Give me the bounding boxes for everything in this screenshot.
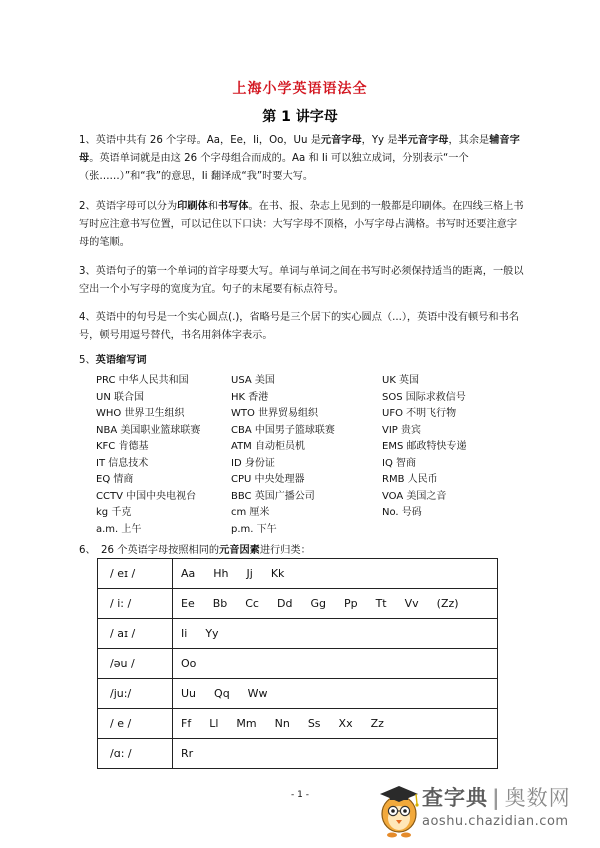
abbr-item: PRC 中华人民共和国 [96,375,189,386]
letter-pair: Gg [310,597,326,610]
letter-pair: Mm [236,717,257,730]
abbr-row [96,388,536,405]
abbr-item: USA 美国 [231,375,275,386]
p2-bold-1: 印刷体 [177,201,208,212]
letter-pair: Ww [247,687,268,700]
letter-pair: (Zz) [436,597,459,610]
abbr-item: WHO 世界卫生组织 [96,408,185,419]
vowel-sound: / i: / [98,589,173,619]
letter-pair: Hh [213,567,229,580]
vowel-letters [173,619,498,649]
letter-pair: Tt [375,597,387,610]
abbr-row [96,503,536,520]
vowel-sound: / e / [98,709,173,739]
letter-pair: Kk [270,567,285,580]
p1-text-2: ，Yy 是 [361,135,398,146]
abbr-item: EQ 情商 [96,474,134,485]
abbr-item: UN 联合国 [96,391,144,403]
abbr-item: WTO 世界贸易组织 [231,408,319,419]
p1-bold-2: 半元音字母 [397,135,449,146]
letter-pair: Jj [246,567,253,580]
abbr-item: SOS 国际求救信号 [382,391,466,403]
abbr-item: CPU 中央处理器 [231,474,305,485]
vowel-sound: /ju:/ [98,679,173,709]
vowel-row [98,619,498,649]
abbr-item: CCTV 中国中央电视台 [96,490,197,502]
abbr-row [96,421,536,438]
page-number: - 1 - [291,790,309,800]
abbr-item: NBA 美国职业篮球联赛 [96,424,201,436]
vowel-letters [173,679,498,709]
paragraph-3: 3、英语句子的第一个单词的首字母要大写。单词与单词之间在书写时必须保持适当的距离，一般以空出一个小写字母的宽度为宜。句子的末尾要有标点符号。 [79,266,524,295]
vowel-sound: / eɪ / [98,559,173,589]
p6-text-1: 26 个英语字母按照相同的 [101,545,220,556]
letter-pair: Ff [181,717,192,730]
watermark-brand [422,782,571,812]
abbr-item: CBA 中国男子篮球联赛 [231,424,335,436]
abbr-item: UK 英国 [382,375,420,386]
watermark-url: aoshu.chazidian.com [422,814,569,829]
mascot-logo-icon [376,778,422,840]
letter-pair: Aa [181,567,196,580]
abbr-item: HK 香港 [231,391,269,403]
p6-bold: 元音因素 [219,545,260,556]
letter-pair: Uu [181,687,197,700]
letter-pair: Yy [205,627,219,640]
abbr-item: VIP 贵宾 [382,424,421,436]
abbr-row [96,371,536,388]
abbr-row [96,404,536,421]
p2-text-3: 。在书、报、杂志上见到的一般都是印刷体。在四线三格上书写时应注意书写位置，可以记住以下口诀：大写字母不顶格，小写字母占满格。书写时还要注意字母的笔顺。 [79,201,524,248]
letter-pair: Ll [209,717,219,730]
abbr-row [96,454,536,471]
paragraph-6 [79,541,311,556]
p2-text-1: 2、英语字母可以分为 [79,201,178,212]
letter-pair: Zz [370,717,384,730]
abbr-row [96,520,536,537]
vowel-letters [173,589,498,619]
abbr-item: EMS 邮政特快专递 [382,441,467,452]
abbr-item: BBC 英国广播公司 [231,490,315,502]
vowel-row [98,739,498,769]
p1-bold-1: 元音字母 [320,135,362,146]
abbr-item: IT 信息技术 [96,457,149,469]
lesson-title: 第 1 讲字母 [262,109,338,125]
letter-pair: Oo [181,657,197,670]
vowel-letters [173,649,498,679]
letter-pair: Ee [181,597,195,610]
page-title: 上海小学英语语法全 [232,81,368,97]
vowel-table [97,558,498,769]
p2-text-2: 和 [207,201,218,212]
letter-pair: Qq [214,687,230,700]
letter-pair: Rr [181,747,194,760]
abbr-item: No. 号码 [382,507,422,518]
abbr-item: ATM 自动柜员机 [231,441,305,452]
letter-pair: Ii [181,627,188,640]
vowel-row [98,589,498,619]
abbr-row [96,487,536,504]
p2-bold-2: 书写体 [217,201,249,212]
vowel-row [98,559,498,589]
letter-pair: Bb [212,597,228,610]
letter-pair: Cc [245,597,259,610]
letter-pair: Ss [307,717,321,730]
vowel-letters [173,709,498,739]
abbr-item: a.m. 上午 [96,523,142,535]
letter-pair: Dd [276,597,293,610]
vowel-letters [173,559,498,589]
vowel-letters [173,739,498,769]
p1-text-3: ，其余是 [448,135,490,146]
paragraph-4: 4、英语中的句号是一个实心圆点(.)，省略号是三个居下的实心圆点（...），英语中没有顿号和书名号，顿号用逗号替代，书名用斜体字表示。 [79,312,519,341]
abbr-heading-number: 5、 [79,355,96,366]
abbr-row [96,437,536,454]
p1-text-4: 。英语单词就是由这 26 个字母组合而成的。Aa 和 Ii 可以独立成词，分别表示“一个（张……）”和“我”的意思，Ii 翻译成“我”时要大写。 [79,153,469,182]
vowel-row [98,649,498,679]
abbr-item: UFO 不明飞行物 [382,408,457,419]
vowel-sound: /əu / [98,649,173,679]
abbr-item: ID 身份证 [231,457,275,469]
abbr-item: KFC 肯德基 [96,441,149,452]
abbr-item: VOA 美国之音 [382,490,447,502]
abbreviations-heading [79,351,147,366]
abbr-item: cm 厘米 [231,507,270,518]
watermark-brand-sub: 奥数网 [504,786,571,810]
abbr-item: kg 千克 [96,507,132,518]
abbr-item: p.m. 下午 [231,523,277,535]
letter-pair: Pp [343,597,358,610]
watermark [376,778,591,842]
letter-pair: Vv [404,597,419,610]
abbr-heading-text: 英语缩写词 [95,355,147,366]
letter-pair: Xx [338,717,353,730]
p6-text-2: 进行归类： [259,545,311,556]
abbr-item: IQ 智商 [382,457,416,469]
abbr-item: RMB 人民币 [382,474,438,485]
paragraph-1 [79,132,525,186]
watermark-divider: | [492,786,501,810]
letter-pair: Nn [274,717,290,730]
vowel-row [98,709,498,739]
p1-bold-3: 辅音字母 [79,135,520,164]
vowel-row [98,679,498,709]
watermark-brand-main: 查字典 [422,786,488,810]
abbreviations-list [96,371,536,536]
vowel-sound: / aɪ / [98,619,173,649]
paragraph-2 [79,198,525,252]
abbr-row [96,470,536,487]
vowel-sound: /ɑ: / [98,739,173,769]
p1-text-1: 1、英语中共有 26 个字母。Aa，Ee，Ii，Oo，Uu 是 [79,135,321,146]
p6-number: 6、 [79,545,96,556]
